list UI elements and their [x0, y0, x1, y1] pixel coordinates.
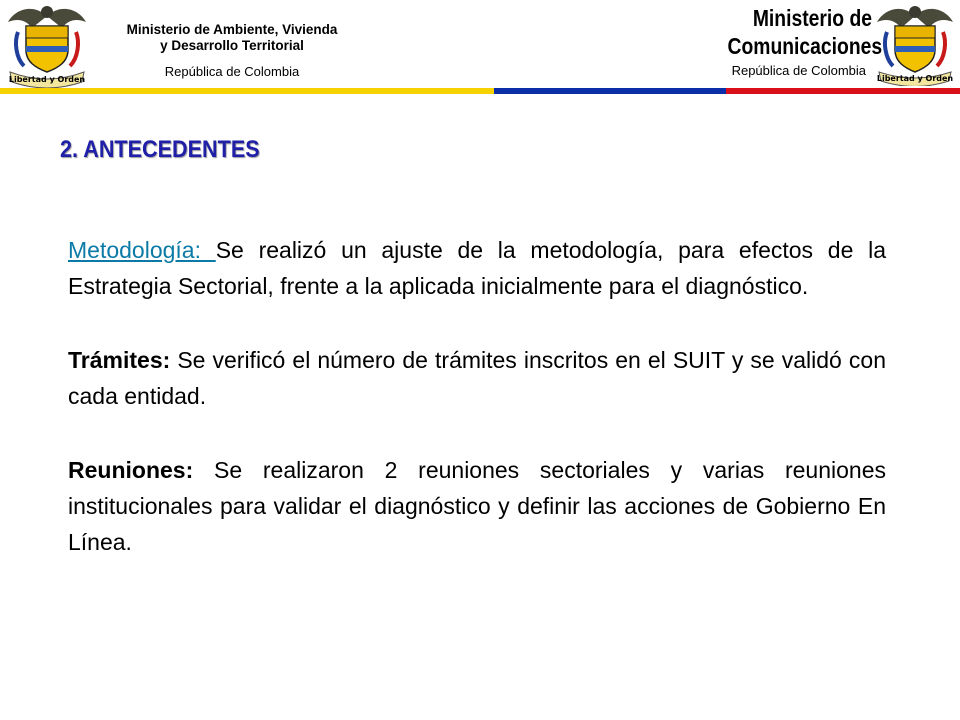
reuniones-keyword: Reuniones: [68, 457, 194, 483]
flag-bar-blue [494, 88, 726, 94]
slide-header [0, 0, 960, 96]
flag-bar-yellow [0, 88, 494, 94]
tramites-text: Se verificó el número de trámites inscritos en el SUIT y se validó con cada entidad. [68, 347, 886, 409]
flag-bar-red [726, 88, 960, 94]
slide-title: 2. ANTECEDENTES [60, 136, 260, 163]
right-ministry-line2: Comunicaciones [727, 33, 883, 59]
paragraph-metodologia [68, 232, 886, 304]
tramites-keyword: Trámites: [68, 347, 171, 373]
metodologia-link[interactable]: Metodología: [68, 237, 216, 263]
seal-motto-left: Libertad y Orden [8, 75, 86, 84]
coat-of-arms-left-icon [4, 2, 90, 88]
left-ministry-line2: y Desarrollo Territorial [160, 38, 304, 53]
slide-body [68, 232, 886, 598]
right-ministry-block [700, 4, 883, 78]
coat-of-arms-right-icon [874, 2, 956, 86]
metodologia-text: Se realizó un ajuste de la metodología, para efectos de la Estrategia Sectorial, frente a la aplicada inicialmente para el diagnóstico. [68, 237, 886, 299]
paragraph-tramites [68, 342, 886, 414]
right-ministry-line1: Ministerio de [752, 5, 872, 31]
left-ministry-block [92, 22, 372, 79]
right-republic-label: República de Colombia [731, 63, 866, 78]
left-ministry-line1: Ministerio de Ambiente, Vivienda [126, 22, 338, 37]
paragraph-reuniones [68, 452, 886, 560]
seal-motto-right: Libertad y Orden [876, 74, 954, 83]
flag-color-bar [0, 88, 960, 94]
reuniones-text: Se realizaron 2 reuniones sectoriales y varias reuniones institucionales para validar el diagnóstico y definir las acciones de Gobierno En Línea. [68, 457, 886, 555]
left-republic-label: República de Colombia [164, 64, 300, 79]
